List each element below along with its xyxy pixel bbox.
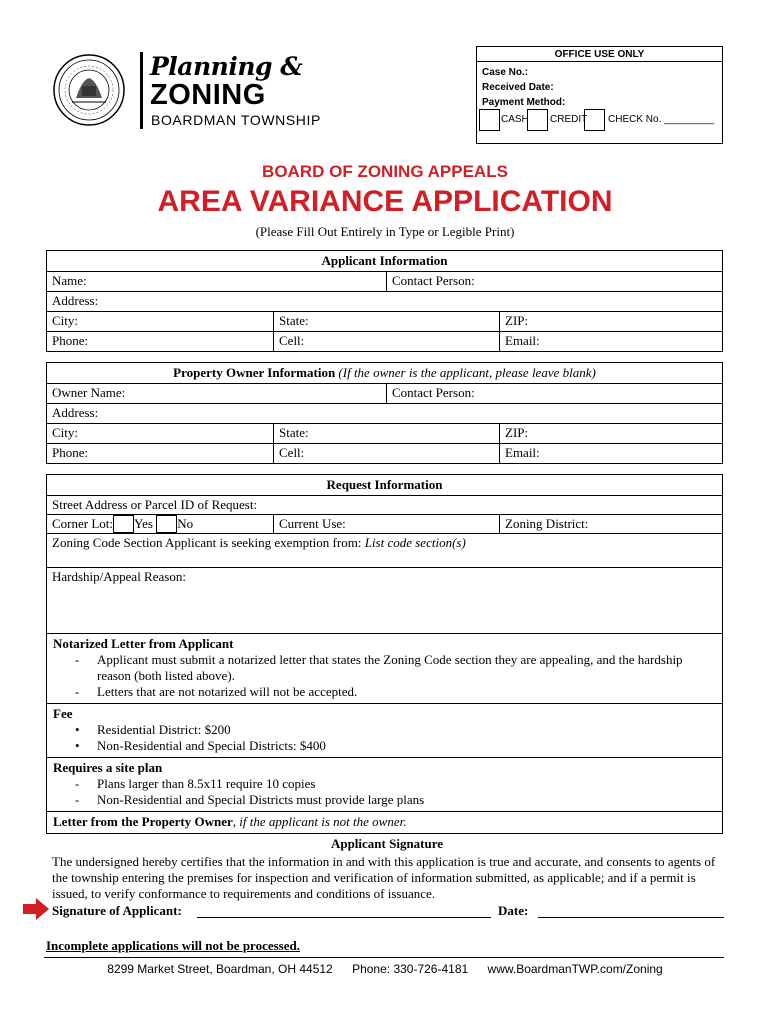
list-item bbox=[53, 684, 716, 700]
instructions: (Please Fill Out Entirely in Type or Legible Print) bbox=[255, 224, 515, 239]
dash-bullet: - bbox=[75, 792, 80, 807]
notarized-section bbox=[47, 633, 722, 703]
owner-letter-section bbox=[47, 811, 722, 833]
applicant-contact-field[interactable]: Contact Person: bbox=[386, 272, 722, 291]
code-section-label: Zoning Code Section Applicant is seeking exemption from: bbox=[52, 535, 362, 550]
signature-section bbox=[52, 836, 722, 902]
owner-state-field[interactable]: State: bbox=[273, 424, 500, 443]
page-title: AREA VARIANCE APPLICATION bbox=[157, 185, 613, 218]
applicant-phone-field[interactable]: Phone: bbox=[52, 333, 89, 348]
dash-bullet: - bbox=[75, 652, 80, 667]
footer-divider bbox=[44, 957, 724, 958]
applicant-address-field[interactable]: Address: bbox=[52, 293, 99, 308]
received-date-label: Received Date: bbox=[482, 82, 554, 93]
applicant-city-row bbox=[47, 311, 722, 331]
site-plan-title: Requires a site plan bbox=[53, 760, 163, 775]
check-label: CHECK No. _________ bbox=[608, 114, 715, 125]
owner-letter-note: , if the applicant is not the owner. bbox=[232, 814, 407, 829]
owner-phone-row bbox=[47, 443, 722, 463]
code-section-note: List code section(s) bbox=[364, 535, 466, 550]
credit-label: CREDIT bbox=[550, 114, 588, 125]
owner-phone-field[interactable]: Phone: bbox=[52, 445, 89, 460]
corner-lot-yes-checkbox[interactable] bbox=[113, 515, 134, 533]
owner-zip-field[interactable]: ZIP: bbox=[499, 424, 722, 443]
footer-website[interactable]: www.BoardmanTWP.com/Zoning bbox=[487, 962, 663, 976]
code-section-field[interactable] bbox=[47, 534, 722, 567]
request-corner-row bbox=[47, 514, 722, 533]
applicant-state-field[interactable]: State: bbox=[273, 312, 500, 331]
list-item bbox=[53, 722, 716, 738]
applicant-zip-field[interactable]: ZIP: bbox=[499, 312, 722, 331]
request-header: Request Information bbox=[326, 477, 443, 492]
owner-letter-title: Letter from the Property Owner bbox=[53, 814, 233, 829]
list-item bbox=[53, 738, 716, 754]
office-use-title: OFFICE USE ONLY bbox=[477, 47, 722, 62]
fee-item-2: Non-Residential and Special Districts: $400 bbox=[97, 738, 326, 753]
corner-lot-yes-label: Yes bbox=[134, 516, 153, 531]
check-checkbox[interactable] bbox=[584, 109, 605, 131]
certification-text: The undersigned hereby certifies that the information in and with this application is true and accurate, and consents to agents of the township entering the premises for inspection and verification of information submitted, as applicable; and if a permit is issued, to verify conformance to requirements and conditions of issuance. bbox=[52, 854, 716, 901]
owner-city-row bbox=[47, 423, 722, 443]
applicant-phone-row bbox=[47, 331, 722, 351]
owner-email-field[interactable]: Email: bbox=[499, 444, 722, 463]
cash-label: CASH bbox=[501, 114, 529, 125]
corner-lot-no-label: No bbox=[177, 516, 194, 531]
applicant-cell-field[interactable]: Cell: bbox=[273, 332, 500, 351]
hardship-field[interactable]: Hardship/Appeal Reason: bbox=[52, 569, 186, 584]
site-plan-item-2: Non-Residential and Special Districts must provide large plans bbox=[97, 792, 425, 807]
owner-table bbox=[46, 362, 723, 464]
owner-address-field[interactable]: Address: bbox=[52, 405, 99, 420]
notarized-title: Notarized Letter from Applicant bbox=[53, 636, 234, 651]
corner-lot-label: Corner Lot: bbox=[52, 516, 114, 531]
credit-checkbox[interactable] bbox=[527, 109, 548, 131]
owner-header-row bbox=[47, 363, 722, 383]
dash-bullet: - bbox=[75, 684, 80, 699]
current-use-field[interactable]: Current Use: bbox=[273, 515, 500, 533]
request-hardship-row bbox=[47, 567, 722, 633]
case-no-label: Case No.: bbox=[482, 67, 529, 78]
signature-label: Signature of Applicant: bbox=[52, 903, 182, 918]
cash-checkbox[interactable] bbox=[479, 109, 500, 131]
owner-header-note: (If the owner is the applicant, please leave blank) bbox=[338, 365, 596, 380]
date-label: Date: bbox=[498, 903, 529, 918]
applicant-header: Applicant Information bbox=[321, 253, 448, 268]
applicant-email-field[interactable]: Email: bbox=[499, 332, 722, 351]
corner-lot-no-checkbox[interactable] bbox=[156, 515, 177, 533]
signature-header: Applicant Signature bbox=[330, 836, 444, 851]
owner-cell-field[interactable]: Cell: bbox=[273, 444, 500, 463]
list-item bbox=[53, 776, 716, 792]
office-use-box bbox=[476, 46, 723, 144]
notarized-item-1: Applicant must submit a notarized letter that states the Zoning Code section they are appealing, and the hardship reason (both listed above). bbox=[97, 652, 683, 683]
township-seal-icon bbox=[52, 50, 126, 130]
footer-phone: Phone: 330-726-4181 bbox=[352, 962, 469, 976]
request-code-row bbox=[47, 533, 722, 567]
request-table bbox=[46, 474, 723, 834]
applicant-address-row bbox=[47, 291, 722, 311]
date-input-line[interactable] bbox=[538, 917, 724, 918]
owner-address-row bbox=[47, 403, 722, 423]
dot-bullet: • bbox=[75, 722, 80, 737]
applicant-table bbox=[46, 250, 723, 352]
brand-township: BOARDMAN TOWNSHIP bbox=[151, 112, 321, 128]
owner-contact-field[interactable]: Contact Person: bbox=[386, 384, 722, 403]
corner-lot-group bbox=[47, 515, 274, 533]
list-item bbox=[53, 652, 716, 684]
fee-item-1: Residential District: $200 bbox=[97, 722, 231, 737]
board-title: BOARD OF ZONING APPEALS bbox=[262, 162, 508, 181]
footer bbox=[0, 962, 770, 976]
incomplete-notice: Incomplete applications will not be processed. bbox=[46, 938, 300, 953]
arrow-right-icon bbox=[23, 898, 49, 920]
owner-name-row bbox=[47, 383, 722, 403]
fee-section bbox=[47, 703, 722, 757]
owner-header-title: Property Owner Information bbox=[173, 365, 336, 380]
owner-name-field[interactable]: Owner Name: bbox=[52, 385, 126, 400]
payment-method-label: Payment Method: bbox=[482, 97, 566, 108]
fee-title: Fee bbox=[53, 706, 73, 721]
header-divider bbox=[140, 52, 143, 129]
request-street-row bbox=[47, 495, 722, 514]
notarized-item-2: Letters that are not notarized will not be accepted. bbox=[97, 684, 358, 699]
site-plan-section bbox=[47, 757, 722, 811]
site-plan-item-1: Plans larger than 8.5x11 require 10 copies bbox=[97, 776, 316, 791]
request-header-row bbox=[47, 475, 722, 495]
zoning-district-field[interactable]: Zoning District: bbox=[499, 515, 722, 533]
brand-planning: Planning & bbox=[150, 52, 303, 81]
list-item bbox=[53, 792, 716, 808]
footer-address: 8299 Market Street, Boardman, OH 44512 bbox=[107, 962, 333, 976]
dash-bullet: - bbox=[75, 776, 80, 791]
owner-header bbox=[47, 363, 722, 383]
dot-bullet: • bbox=[75, 738, 80, 753]
applicant-name-field[interactable]: Name: bbox=[52, 273, 87, 288]
request-street-field[interactable]: Street Address or Parcel ID of Request: bbox=[52, 497, 258, 512]
applicant-header-row bbox=[47, 251, 722, 271]
applicant-city-field[interactable]: City: bbox=[52, 313, 79, 328]
brand-zoning: ZONING bbox=[150, 79, 266, 111]
owner-city-field[interactable]: City: bbox=[52, 425, 79, 440]
signature-input-line[interactable] bbox=[197, 917, 491, 918]
applicant-name-row bbox=[47, 271, 722, 291]
